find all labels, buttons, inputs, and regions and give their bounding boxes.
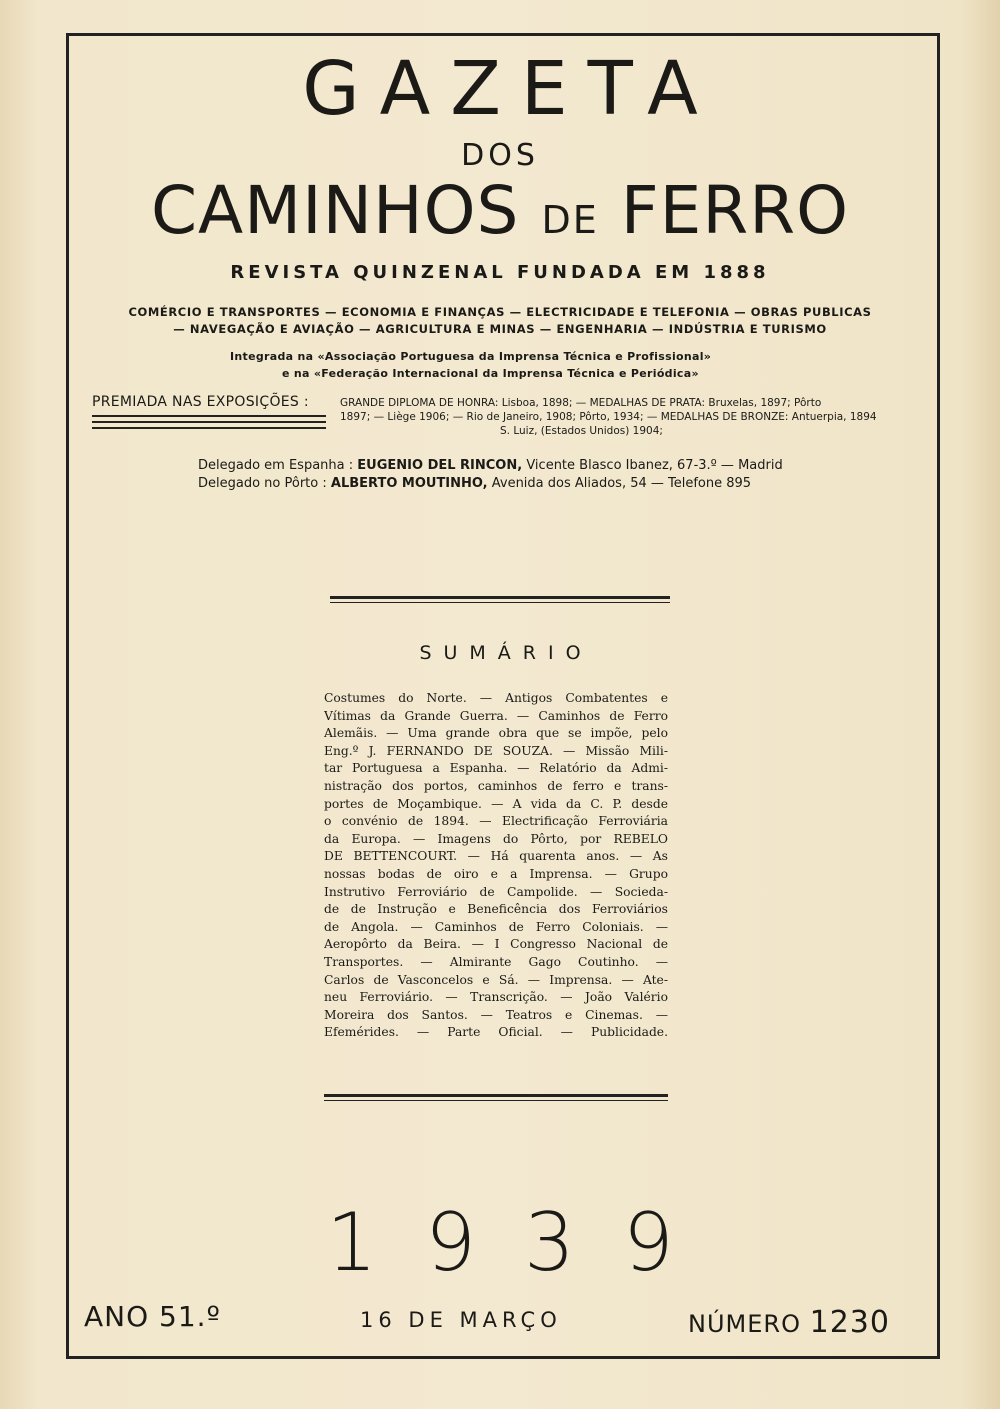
integration-note bbox=[230, 348, 790, 382]
masthead-title-caminhos bbox=[0, 172, 1000, 249]
summary-line: Costumes do Norte. — Antigos Combatentes e bbox=[324, 691, 668, 705]
summary-line: tar Portuguesa a Espanha. — Relatório da Admi- bbox=[324, 761, 668, 776]
issue-number-value: 1230 bbox=[809, 1305, 890, 1340]
awards-line-2: 1897; — Liège 1906; — Rio de Janeiro, 1908; Pôrto, 1934; — MEDALHAS DE BRONZE: Antuerpia, 1894 bbox=[340, 411, 877, 423]
summary-body bbox=[324, 690, 668, 1042]
summary-line: Eng.º J. FERNANDO DE SOUZA. — Missão Mili- bbox=[324, 743, 668, 758]
delegate-spain-label: Delegado em Espanha : bbox=[198, 458, 354, 473]
masthead-word-caminhos: CAMINHOS bbox=[150, 172, 520, 249]
masthead-subtitle: REVISTA QUINZENAL FUNDADA EM 1888 bbox=[230, 262, 770, 283]
summary-line: Moreira dos Santos. — Teatros e Cinemas. — bbox=[324, 1007, 668, 1022]
summary-line: o convénio de 1894. — Electrificação Ferroviária bbox=[324, 814, 668, 829]
summary-line: Carlos de Vasconcelos e Sá. — Imprensa. — Ate- bbox=[324, 972, 668, 987]
masthead-word-ferro: FERRO bbox=[620, 172, 850, 249]
issue-year: 1939 bbox=[326, 1196, 722, 1289]
masthead-word-de: DE bbox=[541, 198, 599, 242]
summary-bottom-rule bbox=[324, 1094, 668, 1101]
summary-line: neu Ferroviário. — Transcrição. — João Valério bbox=[324, 990, 668, 1005]
summary-line: DE BETTENCOURT. — Há quarenta anos. — As bbox=[324, 849, 668, 864]
integration-line-2: e na «Federação Internacional da Imprensa Técnica e Periódica» bbox=[282, 367, 699, 380]
summary-line: de de Instrução e Beneficência dos Ferroviários bbox=[324, 902, 668, 917]
summary-line: de Angola. — Caminhos de Ferro Coloniais. — bbox=[324, 919, 668, 934]
delegate-spain-address: Vicente Blasco Ibanez, 67-3.º — Madrid bbox=[526, 458, 783, 473]
awards-text bbox=[340, 396, 916, 438]
awards-line-1: GRANDE DIPLOMA DE HONRA: Lisboa, 1898; — MEDALHAS DE PRATA: Bruxelas, 1897; Pôrto bbox=[340, 397, 822, 409]
masthead-title-dos: DOS bbox=[461, 138, 539, 173]
delegate-porto-label: Delegado no Pôrto : bbox=[198, 476, 327, 491]
awards-line-3: S. Luiz, (Estados Unidos) 1904; bbox=[500, 425, 663, 437]
summary-line: nossas bodas de oiro e a Imprensa. — Grupo bbox=[324, 866, 668, 881]
awards-underline bbox=[92, 415, 326, 433]
delegates bbox=[198, 457, 838, 493]
topics-line-1: COMÉRCIO E TRANSPORTES — ECONOMIA E FINANÇAS — ELECTRICIDADE E TELEFONIA — OBRAS PUBLICAS bbox=[128, 305, 872, 319]
topics-list bbox=[110, 304, 890, 338]
issue-date: 16 DE MARÇO bbox=[360, 1308, 562, 1332]
summary-line: da Europa. — Imagens do Pôrto, por REBELO bbox=[324, 831, 668, 846]
summary-line: nistração dos portos, caminhos de ferro e trans- bbox=[324, 778, 668, 793]
delegate-porto-address: Avenida dos Aliados, 54 — Telefone 895 bbox=[491, 476, 752, 491]
delegate-spain-name: EUGENIO DEL RINCON, bbox=[357, 458, 523, 473]
summary-line: portes de Moçambique. — A vida da C. P. desde bbox=[324, 796, 668, 811]
summary-line: Alemãis. — Uma grande obra que se impõe, pelo bbox=[324, 726, 668, 741]
issue-number bbox=[688, 1305, 890, 1340]
topics-line-2: — NAVEGAÇÃO E AVIAÇÃO — AGRICULTURA E MINAS — ENGENHARIA — INDÚSTRIA E TURISMO bbox=[173, 322, 827, 336]
awards-label: PREMIADA NAS EXPOSIÇÕES : bbox=[92, 394, 309, 410]
summary-line: Aeropôrto da Beira. — I Congresso Nacional de bbox=[324, 937, 668, 952]
delegate-spain bbox=[198, 457, 838, 475]
delegate-porto-name: ALBERTO MOUTINHO, bbox=[330, 476, 488, 491]
summary-line: Vítimas da Grande Guerra. — Caminhos de Ferro bbox=[324, 708, 668, 723]
summary-line: Efemérides. — Parte Oficial. — Publicidade. bbox=[324, 1025, 668, 1040]
issue-volume: ANO 51.º bbox=[84, 1300, 221, 1333]
delegate-porto bbox=[198, 475, 838, 493]
masthead-title-gazeta: GAZETA bbox=[302, 46, 718, 132]
summary-top-rule bbox=[330, 596, 670, 603]
issue-number-label: NÚMERO bbox=[688, 1310, 801, 1338]
summary-line: Instrutivo Ferroviário de Campolide. — Socieda- bbox=[324, 884, 668, 899]
summary-line: Transportes. — Almirante Gago Coutinho. — bbox=[324, 954, 668, 969]
summary-heading: SUMÁRIO bbox=[419, 642, 593, 664]
integration-line-1: Integrada na «Associação Portuguesa da Imprensa Técnica e Profissional» bbox=[230, 350, 712, 363]
